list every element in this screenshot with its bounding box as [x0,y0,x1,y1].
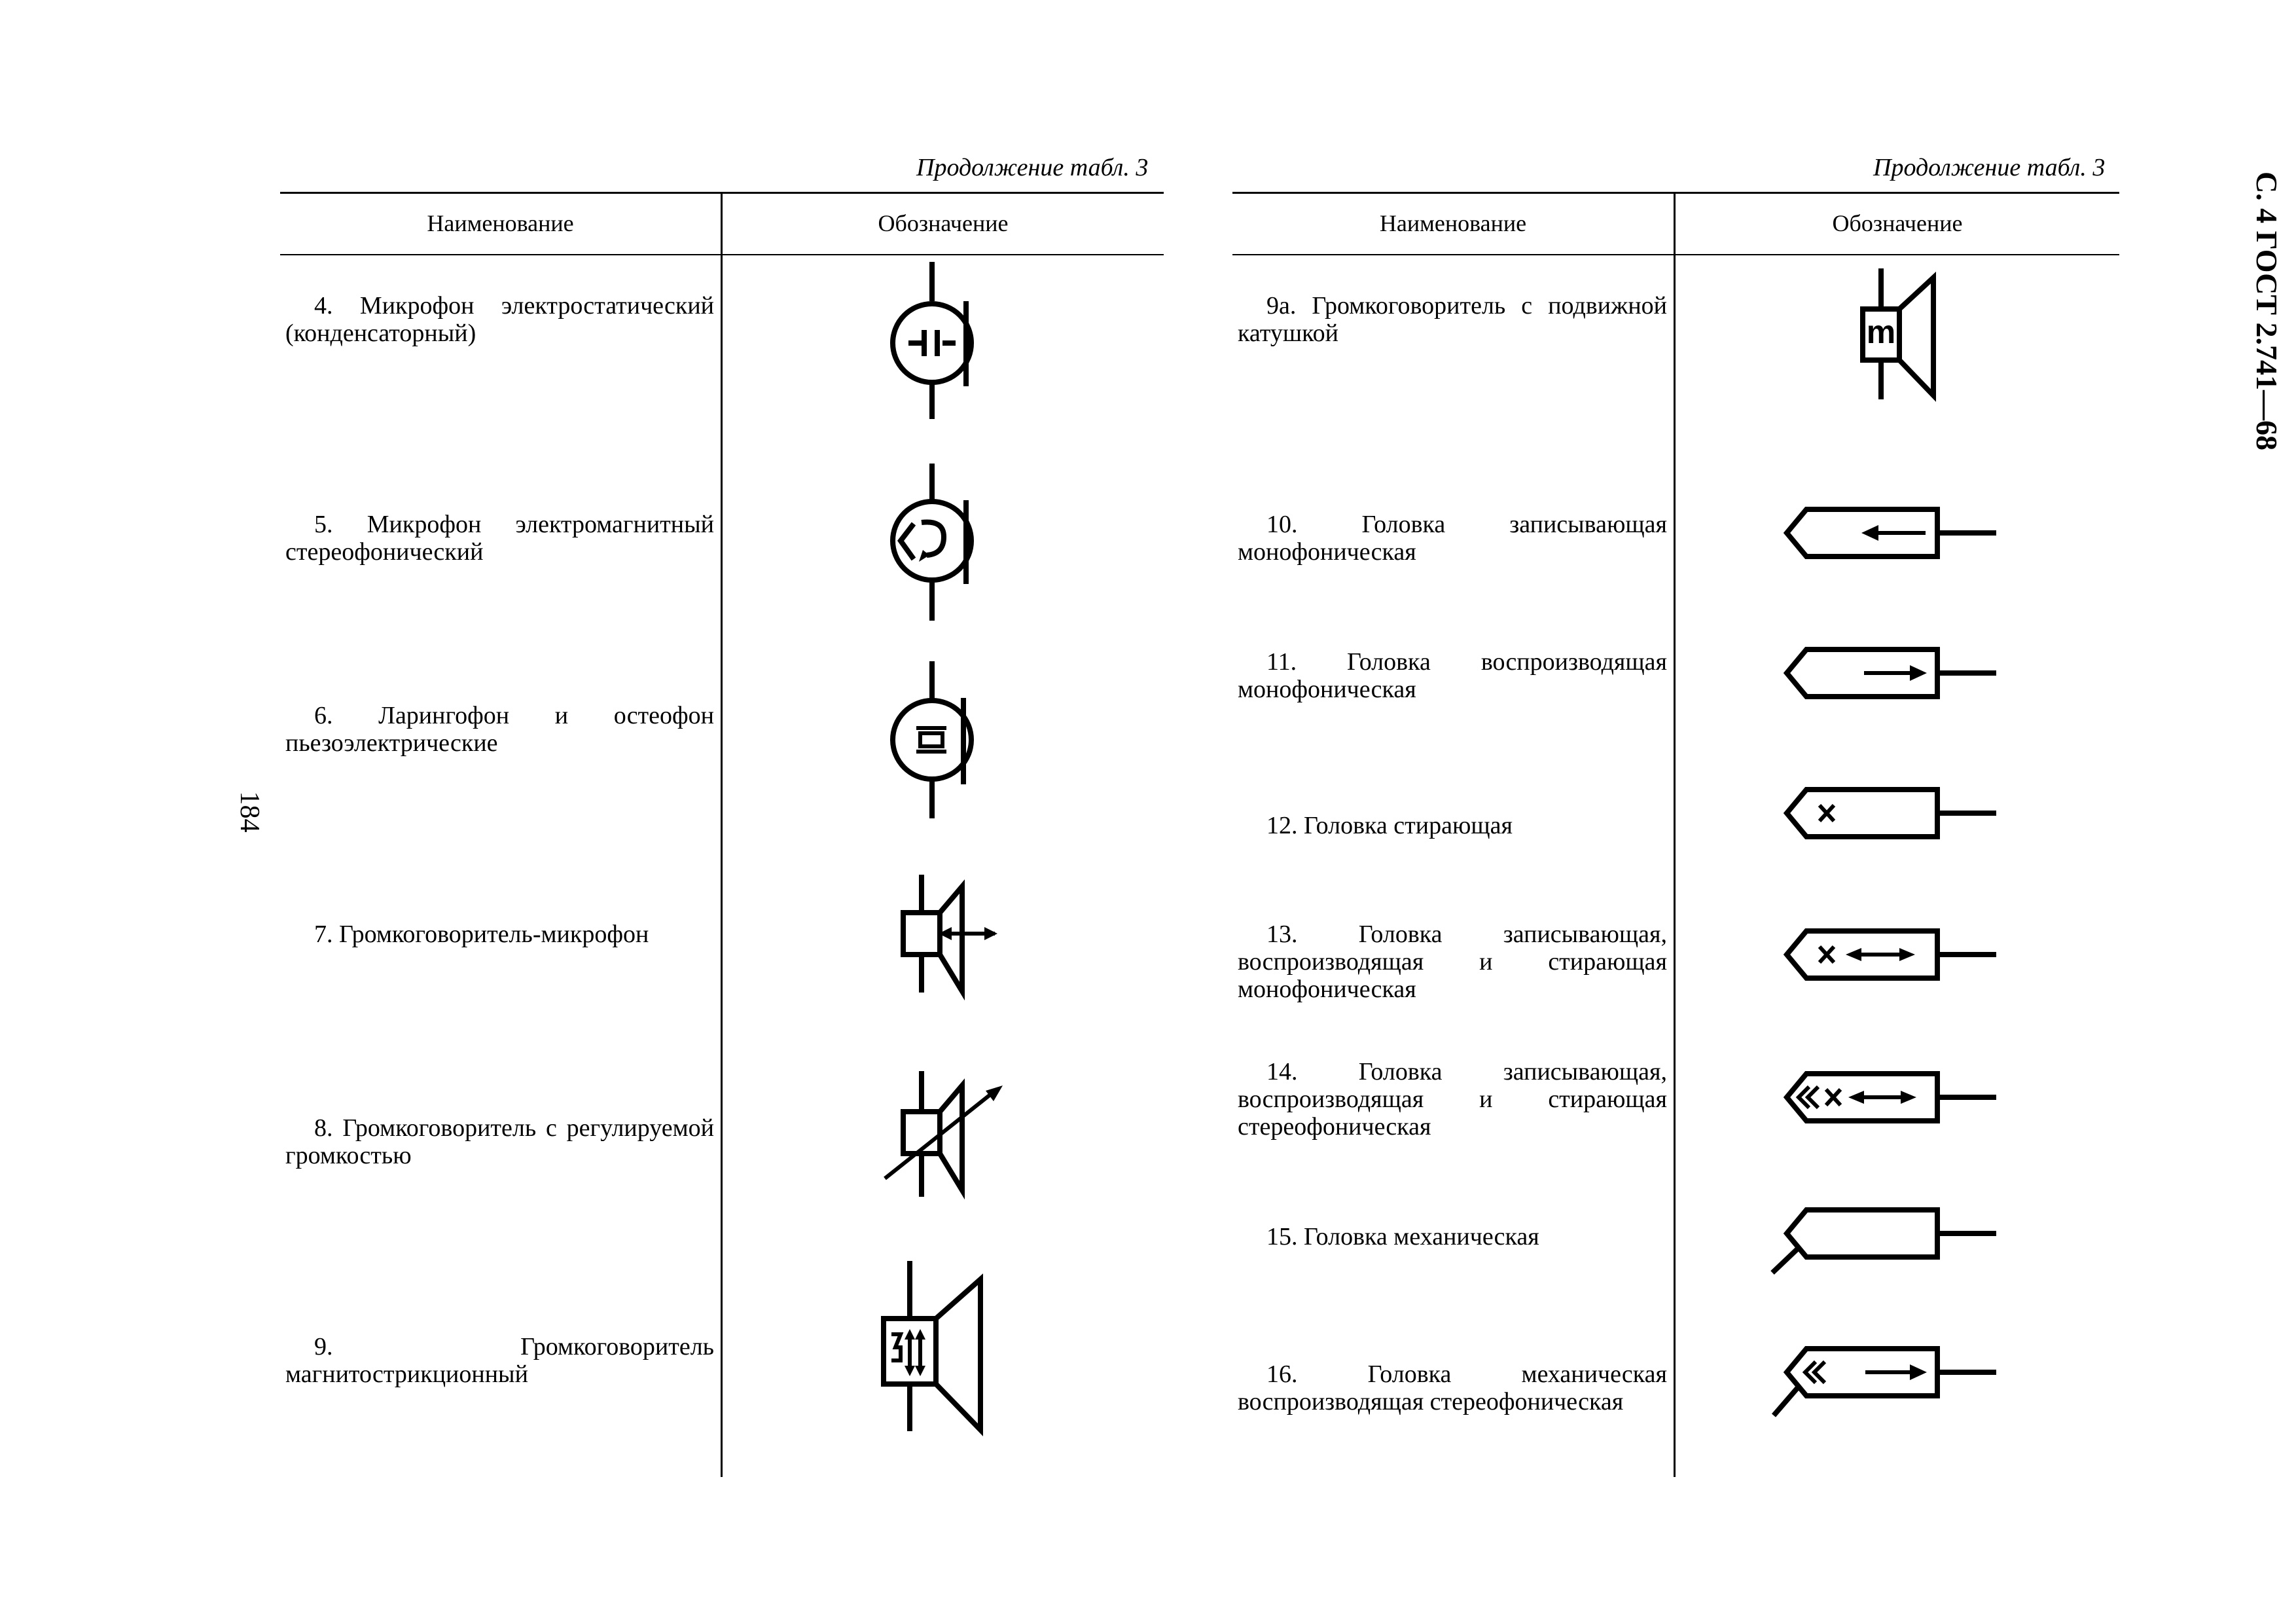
continuation-caption-left: Продолжение табл. 3 [916,154,1149,181]
stereo-mechanical-playback-head-icon [1767,1343,2003,1422]
table-left-col-name-header: Наименование [427,210,574,236]
mono-universal-head-icon [1780,926,2003,985]
loudspeaker-microphone-icon [890,875,1008,1006]
table-row-9a-name: 9а. Громкоговоритель с подвижной катушкой [1238,292,1667,347]
table-row-14-name: 14. Головка записывающая, воспроизводящая и стирающая стереофоническая [1238,1058,1667,1140]
standard-code: С. 4 ГОСТ 2.741—68 [2250,171,2284,451]
table-right-col-symbol-header: Обозначение [1832,210,1963,236]
table-row-13-name: 13. Головка записывающая, воспроизводящая и стирающая монофоническая [1238,921,1667,1003]
table-row-11-name: 11. Головка воспроизводящая монофоническая [1238,648,1667,703]
table-right-header-rule [1232,254,2119,255]
moving-coil-loudspeaker-icon [1846,268,1950,406]
table-row-7-name: 7. Громкоговоритель-микрофон [314,921,649,948]
stereo-universal-head-icon [1780,1068,2003,1127]
table-row-4-name: 4. Микрофон электростатический (конденсаторный) [285,292,714,347]
table-right-column-divider [1674,192,1676,1477]
table-left-column-divider [721,192,723,1477]
stereo-electromagnetic-microphone-icon [864,464,1021,621]
table-row-15-name: 15. Головка механическая [1266,1223,1539,1250]
mechanical-head-icon [1767,1205,2003,1277]
table-right-col-name-header: Наименование [1379,210,1527,236]
table-row-5-name: 5. Микрофон электромагнитный стереофонический [285,511,714,566]
capacitor-microphone-icon [864,262,1021,419]
table-row-10-name: 10. Головка записывающая монофоническая [1238,511,1667,566]
table-row-16-name: 16. Головка механическая воспроизводящая стереофоническая [1238,1360,1667,1415]
table-row-12-name: 12. Головка стирающая [1266,812,1513,839]
table-row-8-name: 8. Громкоговоритель с регулируемой громкостью [285,1114,714,1169]
mono-record-head-icon [1780,504,2003,563]
piezo-laryngophone-icon [864,661,1021,818]
table-left-col-symbol-header: Обозначение [878,210,1009,236]
coil-label: m [1866,314,1896,350]
table-row-9-name: 9. Громкоговоритель магнитострикционный [285,1333,714,1388]
continuation-caption-right: Продолжение табл. 3 [1873,154,2106,181]
table-right-top-rule [1232,192,2119,194]
adjustable-loudspeaker-icon [877,1067,1021,1211]
magnetostrictive-loudspeaker-icon [870,1261,1001,1444]
mono-playback-head-icon [1780,644,2003,703]
erase-head-icon [1780,784,2003,843]
page-number: 184 [234,791,264,833]
table-row-6-name: 6. Ларингофон и остеофон пьезоэлектрические [285,702,714,757]
